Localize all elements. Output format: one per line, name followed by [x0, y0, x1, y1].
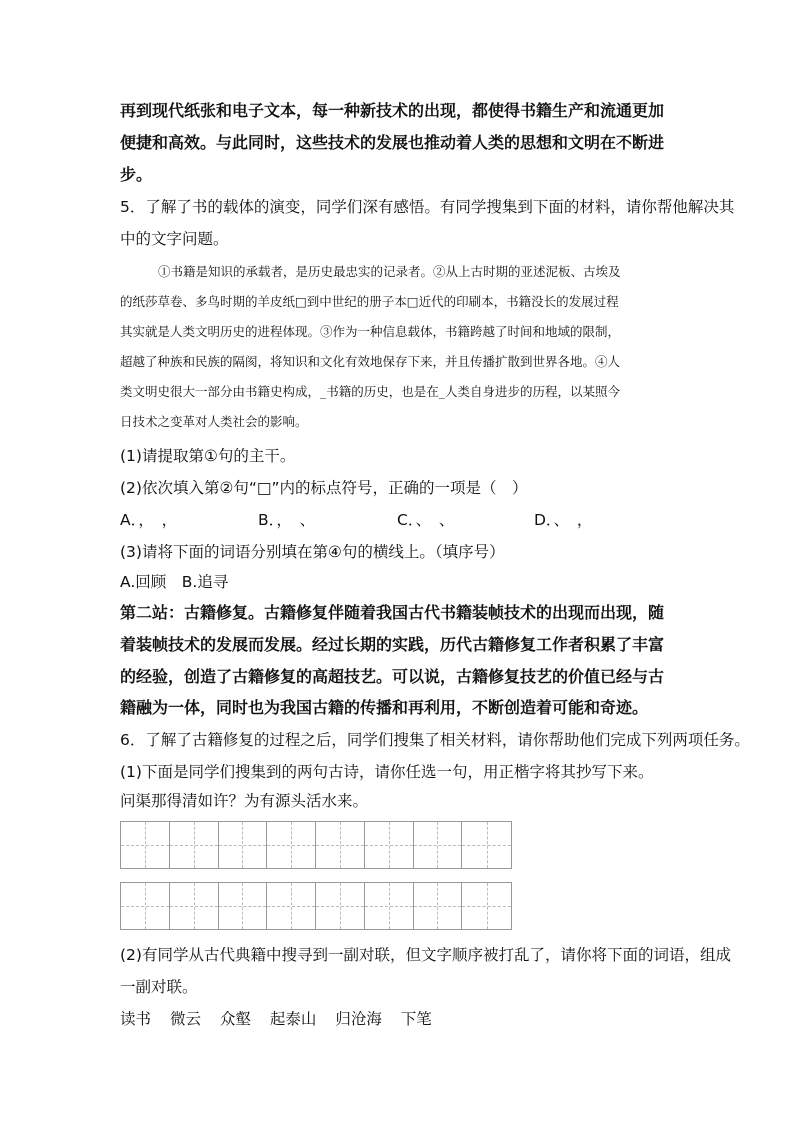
station2-line-3: 的经验，创造了古籍修复的高超技艺。可以说，古籍修复技艺的价值已经与古 [120, 667, 665, 686]
passage-line-2: 的纸莎草卷、多鸟时期的羊皮纸□到中世纪的册子本□近代的印刷本，书籍没长的发展过程 [120, 294, 619, 309]
grid-cell[interactable] [414, 883, 463, 929]
option-a[interactable]: A．， ， [120, 511, 178, 529]
couplet-word: 起泰山 [269, 1010, 317, 1028]
grid-cell[interactable] [267, 883, 316, 929]
writing-grid-row-2[interactable] [120, 882, 512, 930]
intro-line-2: 便捷和高效。与此同时，这些技术的发展也推动着人类的思想和文明在不断进 [120, 133, 665, 152]
grid-cell[interactable] [219, 822, 268, 868]
q6-sub1: (1)下面是同学们搜集到的两句古诗，请你任选一句，用正楷字将其抄写下来。 [120, 763, 654, 781]
station2-line-4: 籍融为一体，同时也为我国古籍的传播和再利用，不断创造着可能和奇迹。 [120, 698, 649, 717]
option-c[interactable]: C．、 、 [397, 511, 455, 529]
q5-stem-line-1: 5．了解了书的载体的演变，同学们深有感悟。有同学搜集到下面的材料，请你帮他解决其 [120, 198, 735, 216]
q6-sub2-line-1: (2)有同学从古代典籍中搜寻到一副对联，但文字顺序被打乱了，请你将下面的词语，组成 [120, 946, 731, 964]
couplet-word: 微云 [169, 1010, 201, 1028]
grid-cell[interactable] [316, 883, 365, 929]
station2-line-2: 着装帧技术的发展而发展。经过长期的实践，历代古籍修复工作者积累了丰富 [120, 635, 665, 654]
grid-cell[interactable] [267, 822, 316, 868]
grid-cell[interactable] [219, 883, 268, 929]
grid-cell[interactable] [121, 822, 170, 868]
grid-cell[interactable] [170, 883, 219, 929]
q5-sub1: (1)请提取第①句的主干。 [120, 447, 296, 465]
intro-line-1: 再到现代纸张和电子文本，每一种新技术的出现，都使得书籍生产和流通更加 [120, 101, 665, 120]
q5-sub2: (2)依次填入第②句“□”内的标点符号，正确的一项是（ ） [120, 479, 528, 497]
couplet-word-list [120, 1009, 446, 1029]
grid-cell[interactable] [462, 822, 511, 868]
q5-options [120, 510, 600, 530]
passage-line-1: ①书籍是知识的承载者，是历史最忠实的记录者。②从上古时期的亚述泥板、古埃及 [158, 264, 621, 279]
q6-sub2-line-2: 一副对联。 [120, 978, 198, 996]
couplet-word: 归沧海 [335, 1010, 382, 1028]
grid-cell[interactable] [365, 883, 414, 929]
q6-stem: 6．了解了古籍修复的过程之后，同学们搜集了相关材料，请你帮助他们完成下列两项任务。 [120, 731, 750, 749]
grid-cell[interactable] [365, 822, 414, 868]
station2-line-1: 第二站：古籍修复。古籍修复伴随着我国古代书籍装帧技术的出现而出现，随 [120, 603, 665, 622]
q5-stem-line-2: 中的文字问题。 [120, 230, 229, 248]
option-d[interactable]: D．、 ， [534, 511, 593, 529]
option-b[interactable]: B．， 、 [258, 511, 316, 529]
q5-choices: A.回顾 B.追寻 [120, 573, 229, 591]
grid-cell[interactable] [316, 822, 365, 868]
couplet-word: 读书 [120, 1010, 152, 1028]
grid-cell[interactable] [414, 822, 463, 868]
grid-cell[interactable] [121, 883, 170, 929]
q5-sub3: (3)请将下面的词语分别填在第④句的横线上。（填序号） [120, 543, 505, 561]
couplet-word: 众壑 [219, 1010, 251, 1028]
passage-line-6: 日技术之变革对人类社会的影响。 [120, 414, 308, 429]
intro-line-3: 步。 [120, 165, 153, 184]
writing-grid-row-1[interactable] [120, 821, 512, 869]
grid-cell[interactable] [170, 822, 219, 868]
passage-line-5: 类文明史很大一部分由书籍史构成，_书籍的历史，也是在_人类自身进步的历程，以某照今 [120, 384, 621, 399]
couplet-word: 下笔 [400, 1010, 432, 1028]
passage-line-3: 其实就是人类文明历史的进程体现。③作为一种信息载体，书籍跨越了时间和地域的限制， [120, 324, 621, 339]
q6-poem: 问渠那得清如许？为有源头活水来。 [120, 792, 369, 810]
passage-line-4: 超越了种族和民族的隔阂，将知识和文化有效地保存下来，并且传播扩散到世界各地。④人 [120, 354, 621, 369]
grid-cell[interactable] [462, 883, 511, 929]
